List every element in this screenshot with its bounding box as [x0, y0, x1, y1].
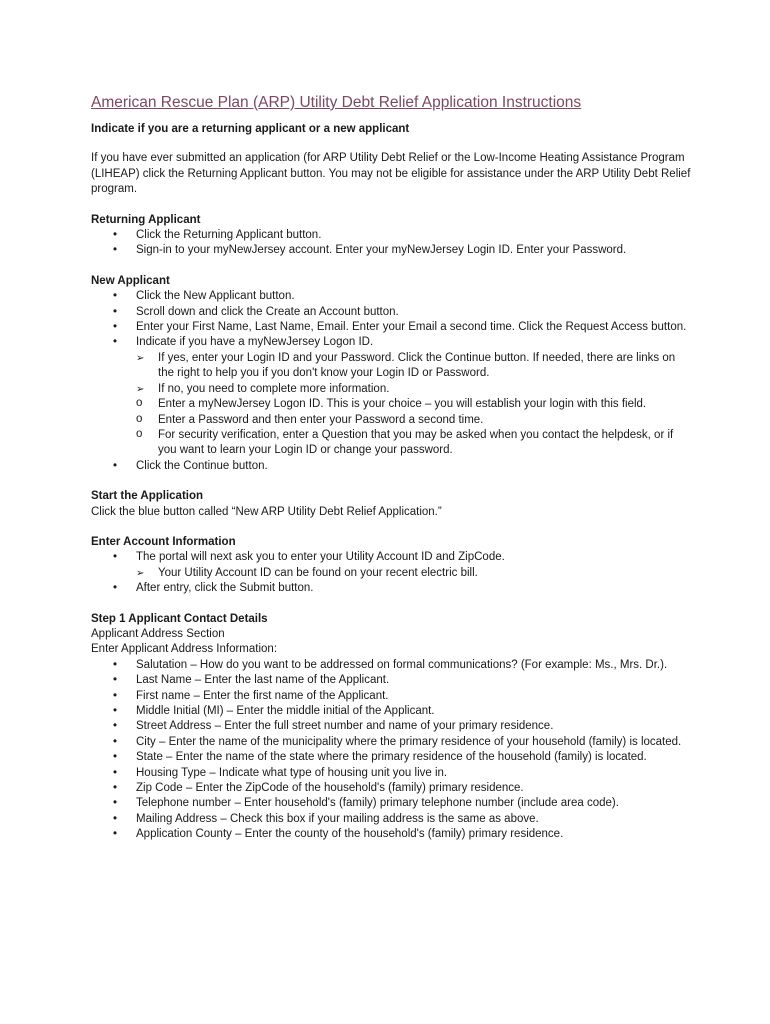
list-item: • Housing Type – Indicate what type of housing unit you live in.: [91, 766, 691, 781]
document-page: [91, 93, 691, 858]
bullet-icon: •: [113, 305, 118, 318]
bullet-icon: •: [113, 336, 118, 349]
bullet-icon: •: [113, 735, 118, 748]
bullet-icon: •: [113, 828, 118, 841]
list-item: • Application County – Enter the county of the household's (family) primary residence.: [91, 827, 691, 842]
step1-heading: Step 1 Applicant Contact Details: [91, 612, 268, 625]
bullet-icon: •: [113, 720, 118, 733]
list-item: ➢ Your Utility Account ID can be found on your recent electric bill.: [136, 566, 691, 581]
arrow-bullet-icon: ➢: [136, 352, 145, 364]
list-item: • Zip Code – Enter the ZipCode of the household's (family) primary residence.: [91, 781, 691, 796]
account-id-sublist: [136, 566, 691, 581]
returning-applicant-list: [91, 228, 691, 259]
logon-id-sublist: [136, 351, 691, 397]
list-item: o For security verification, enter a Question that you may be asked when you contact the helpdesk, or if you want to learn your Login ID or change your password.: [136, 427, 674, 457]
bullet-icon: •: [113, 321, 118, 334]
list-item: • Street Address – Enter the full street number and name of your primary residence.: [91, 719, 691, 734]
list-item: ➢ If yes, enter your Login ID and your Password. Click the Continue button. If needed, there are links on the right to help you if you don't know your Login ID or Password.: [136, 351, 676, 380]
bullet-icon: •: [113, 705, 118, 717]
more-information-sublist: [91, 397, 691, 459]
arrow-bullet-icon: ➢: [136, 567, 145, 579]
step1-section: [91, 612, 691, 843]
bullet-icon: •: [113, 244, 118, 257]
new-applicant-list: [91, 289, 691, 474]
intro-paragraph: If you have ever submitted an application (for ARP Utility Debt Relief or the Low-Income Heating Assistance Program (LIHEAP) click the Returning Applicant button. You may not be eligible for assistance under the ARP Utility Debt Relief program.: [91, 152, 691, 196]
bullet-icon: •: [113, 766, 118, 779]
list-item: • Scroll down and click the Create an Account button.: [91, 305, 691, 320]
list-item: • City – Enter the name of the municipality where the primary residence of your household (family) is located.: [91, 735, 691, 750]
list-item: • Telephone number – Enter household's (family) primary telephone number (include area code).: [91, 796, 691, 811]
bullet-icon: •: [113, 290, 118, 303]
account-information-heading: Enter Account Information: [91, 535, 236, 548]
list-item: • Mailing Address – Check this box if your mailing address is the same as above.: [91, 812, 691, 827]
new-applicant-heading: New Applicant: [91, 274, 170, 287]
list-item: • Sign-in to your myNewJersey account. Enter your myNewJersey Login ID. Enter your Password.: [91, 243, 691, 258]
list-item: o Enter a Password and then enter your Password a second time.: [136, 412, 484, 426]
list-item: • Middle Initial (MI) – Enter the middle initial of the Applicant.: [91, 704, 691, 719]
returning-applicant-section: [91, 213, 691, 259]
arrow-bullet-icon: ➢: [136, 383, 145, 395]
document-title: American Rescue Plan (ARP) Utility Debt Relief Application Instructions: [91, 94, 582, 111]
bullet-icon: •: [113, 751, 118, 764]
list-item: • Click the New Applicant button.: [91, 289, 691, 304]
account-information-list: [91, 550, 691, 596]
list-item: o Enter a myNewJersey Logon ID. This is your choice – you will establish your login with this field.: [136, 397, 647, 411]
step1-instruction: Enter Applicant Address Information:: [91, 643, 278, 656]
bullet-icon: •: [113, 658, 118, 671]
list-item: • Indicate if you have a myNewJersey Logon ID. ➢ If yes, enter your Login ID and your Password. Click the Continue button. If needed, there are links on the right to help you if you don't know your Login ID or Password. ➢ If no, you need to complete more information. o Enter a myNewJersey Logon ID. This is your choice – you will establish your login with this field. o Enter a Password and then enter your Password a second time. o For security verification, enter a Question that you may be asked when you contact the helpdesk, or if you want to learn your Login ID or change your password.: [91, 335, 691, 458]
bullet-icon: •: [113, 551, 118, 564]
list-item: • The portal will next ask you to enter your Utility Account ID and ZipCode. ➢ Your Utility Account ID can be found on your recent electric bill.: [91, 550, 691, 581]
list-item: • Click the Returning Applicant button.: [91, 228, 691, 243]
start-application-section: [91, 489, 691, 520]
bullet-icon: •: [113, 674, 118, 687]
bullet-icon: •: [113, 229, 118, 242]
account-information-section: [91, 535, 691, 597]
list-item: • Click the Continue button.: [91, 459, 691, 474]
bullet-icon: •: [113, 797, 118, 810]
list-item: • Salutation – How do you want to be addressed on formal communications? (For example: Ms., Mrs. Dr.).: [91, 658, 691, 673]
bullet-icon: •: [113, 689, 118, 702]
list-item: • Enter your First Name, Last Name, Email. Enter your Email a second time. Click the Request Access button.: [91, 320, 691, 335]
document-subtitle: Indicate if you are a returning applicant or a new applicant: [91, 123, 410, 135]
bullet-icon: •: [113, 782, 118, 795]
bullet-icon: •: [113, 582, 118, 595]
returning-applicant-heading: Returning Applicant: [91, 213, 201, 226]
bullet-icon: •: [113, 459, 118, 472]
start-application-heading: Start the Application: [91, 490, 204, 503]
list-item: ➢ If no, you need to complete more information.: [136, 382, 691, 397]
list-item: • First name – Enter the first name of the Applicant.: [91, 689, 691, 704]
new-applicant-section: [91, 274, 691, 474]
list-item: • State – Enter the name of the state where the primary residence of the household (family) is located.: [91, 750, 691, 765]
bullet-icon: •: [113, 812, 118, 825]
step1-list: [91, 658, 691, 843]
step1-subheading: Applicant Address Section: [91, 627, 225, 640]
circle-bullet-icon: o: [136, 427, 143, 440]
list-item: • After entry, click the Submit button.: [91, 581, 691, 596]
start-application-text: Click the blue button called “New ARP Utility Debt Relief Application.”: [91, 505, 442, 518]
circle-bullet-icon: o: [136, 412, 143, 425]
circle-bullet-icon: o: [136, 397, 143, 410]
list-item: • Last Name – Enter the last name of the Applicant.: [91, 673, 691, 688]
